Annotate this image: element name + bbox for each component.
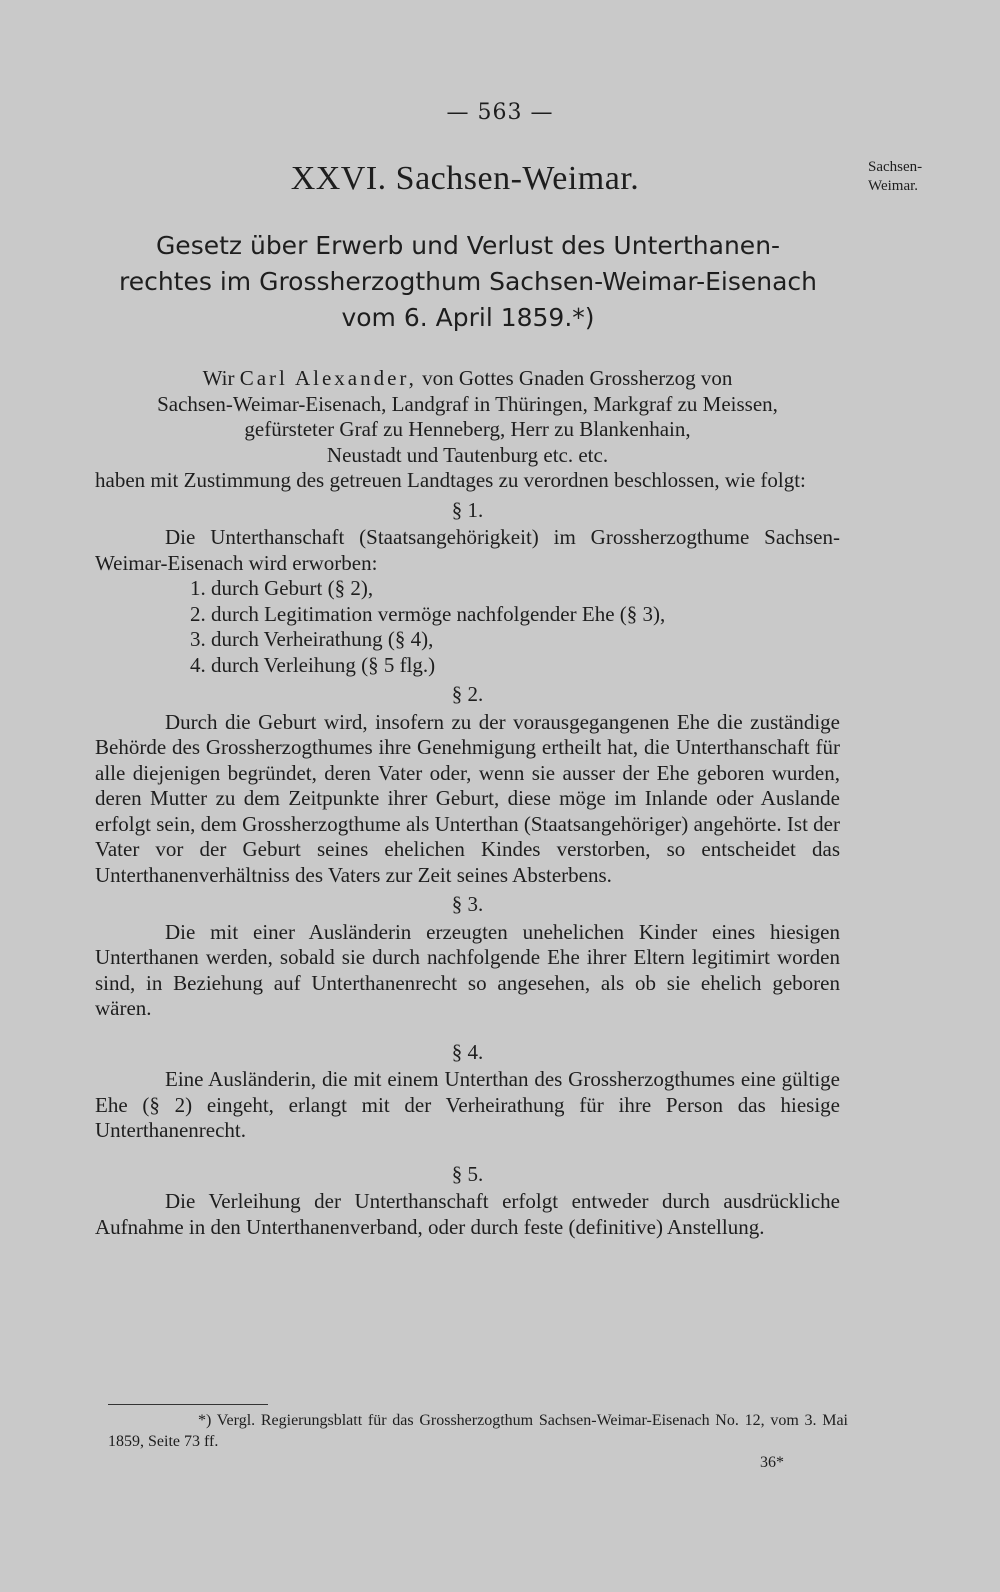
section-text-5: Die Verleihung der Unterthanschaft erfolgt entweder durch ausdrückliche Aufnahme in den Unterthanenverband, oder durch feste (definitive) Anstellung. <box>95 1189 840 1239</box>
law-title <box>88 228 848 336</box>
preamble-line-4: Neustadt und Tautenburg etc. etc. <box>326 442 609 467</box>
list-item: 3. durch Verheirathung (§ 4), <box>190 627 434 651</box>
preamble-wir: Wir <box>202 366 235 390</box>
footnote: *) Vergl. Regierungsblatt für das Grossherzogthum Sachsen-Weimar-Eisenach No. 12, vom 3. Mai 1859, Seite 73 ff. <box>108 1412 848 1450</box>
list-item: 1. durch Geburt (§ 2), <box>190 576 374 600</box>
section-sign-2: § 2. <box>451 682 484 706</box>
law-title-line: vom 6. April 1859.*) <box>341 303 595 332</box>
preamble-line-1 <box>95 366 840 392</box>
part-heading: XXVI. Sachsen-Weimar. <box>290 160 640 197</box>
body-text <box>95 366 840 1240</box>
preamble-line-5: haben mit Zustimmung des getreuen Landtages zu verordnen beschlossen, wie folgt: <box>95 468 806 492</box>
section-sign-4: § 4. <box>451 1039 484 1064</box>
preamble-title: von Gottes Gnaden Grossherzog von <box>422 366 733 390</box>
preamble-line-2: Sachsen-Weimar-Eisenach, Landgraf in Thüringen, Markgraf zu Meissen, <box>157 391 778 416</box>
law-title-line: rechtes im Grossherzogthum Sachsen-Weimar-Eisenach <box>118 267 818 296</box>
section-sign-1: § 1. <box>451 497 484 522</box>
section-text-3: Die mit einer Ausländerin erzeugten unehelichen Kinder eines hiesigen Unterthanen werden, sobald sie durch nachfolgende Ehe ihrer Eltern legitimirt worden sind, in Beziehung auf Unterthanenrecht so angesehen, als ob sie ehelich geboren wären. <box>95 919 840 1020</box>
acquisition-list <box>95 576 840 678</box>
margin-note <box>868 158 978 196</box>
page-number: — 563 — <box>446 100 554 125</box>
law-title-line: Gesetz über Erwerb und Verlust des Unterthanen- <box>155 231 781 260</box>
preamble-line-3: gefürsteter Graf zu Henneberg, Herr zu Blankenhain, <box>244 417 691 441</box>
section-text-4: Eine Ausländerin, die mit einem Unterthan des Grossherzogthumes eine gültige Ehe (§ 2) eingeht, erlangt mit der Verheirathung für ihre Person das hiesige Unterthanenrecht. <box>95 1067 840 1142</box>
section-text-2: Durch die Geburt wird, insofern zu der vorausgegangenen Ehe die zuständige Behörde des Grossherzogthumes ihre Genehmigung ertheilt hat, die Unterthanschaft für alle diejenigen begründet, deren Vater oder, wenn sie ausser der Ehe geboren wurden, deren Mutter zu dem Zeitpunkte ihrer Geburt, diese möge im Inlande oder Auslande erfolgt sein, dem Grossherzogthume als Unterthan (Staatsangehöriger) angehörte. Ist der Vater vor der Geburt seines ehelichen Kindes verstorben, so entscheidet das Unterthanenverhältniss des Vaters zur Zeit seines Absterbens. <box>95 709 840 887</box>
section-sign-3: § 3. <box>451 892 484 916</box>
preamble-name: Carl Alexander, <box>239 366 417 390</box>
list-item: 2. durch Legitimation vermöge nachfolgender Ehe (§ 3), <box>190 601 666 626</box>
list-item: 4. durch Verleihung (§ 5 flg.) <box>190 652 436 677</box>
signature-mark: 36* <box>760 1454 784 1471</box>
margin-note-line: Sachsen- <box>868 159 923 175</box>
footnote-rule <box>108 1404 268 1405</box>
margin-note-line: Weimar. <box>868 178 919 194</box>
section-sign-5: § 5. <box>451 1161 484 1186</box>
section-text-1: Die Unterthanschaft (Staatsangehörigkeit) im Grossherzogthume Sachsen-Weimar-Eisenach wird erworben: <box>95 525 840 575</box>
